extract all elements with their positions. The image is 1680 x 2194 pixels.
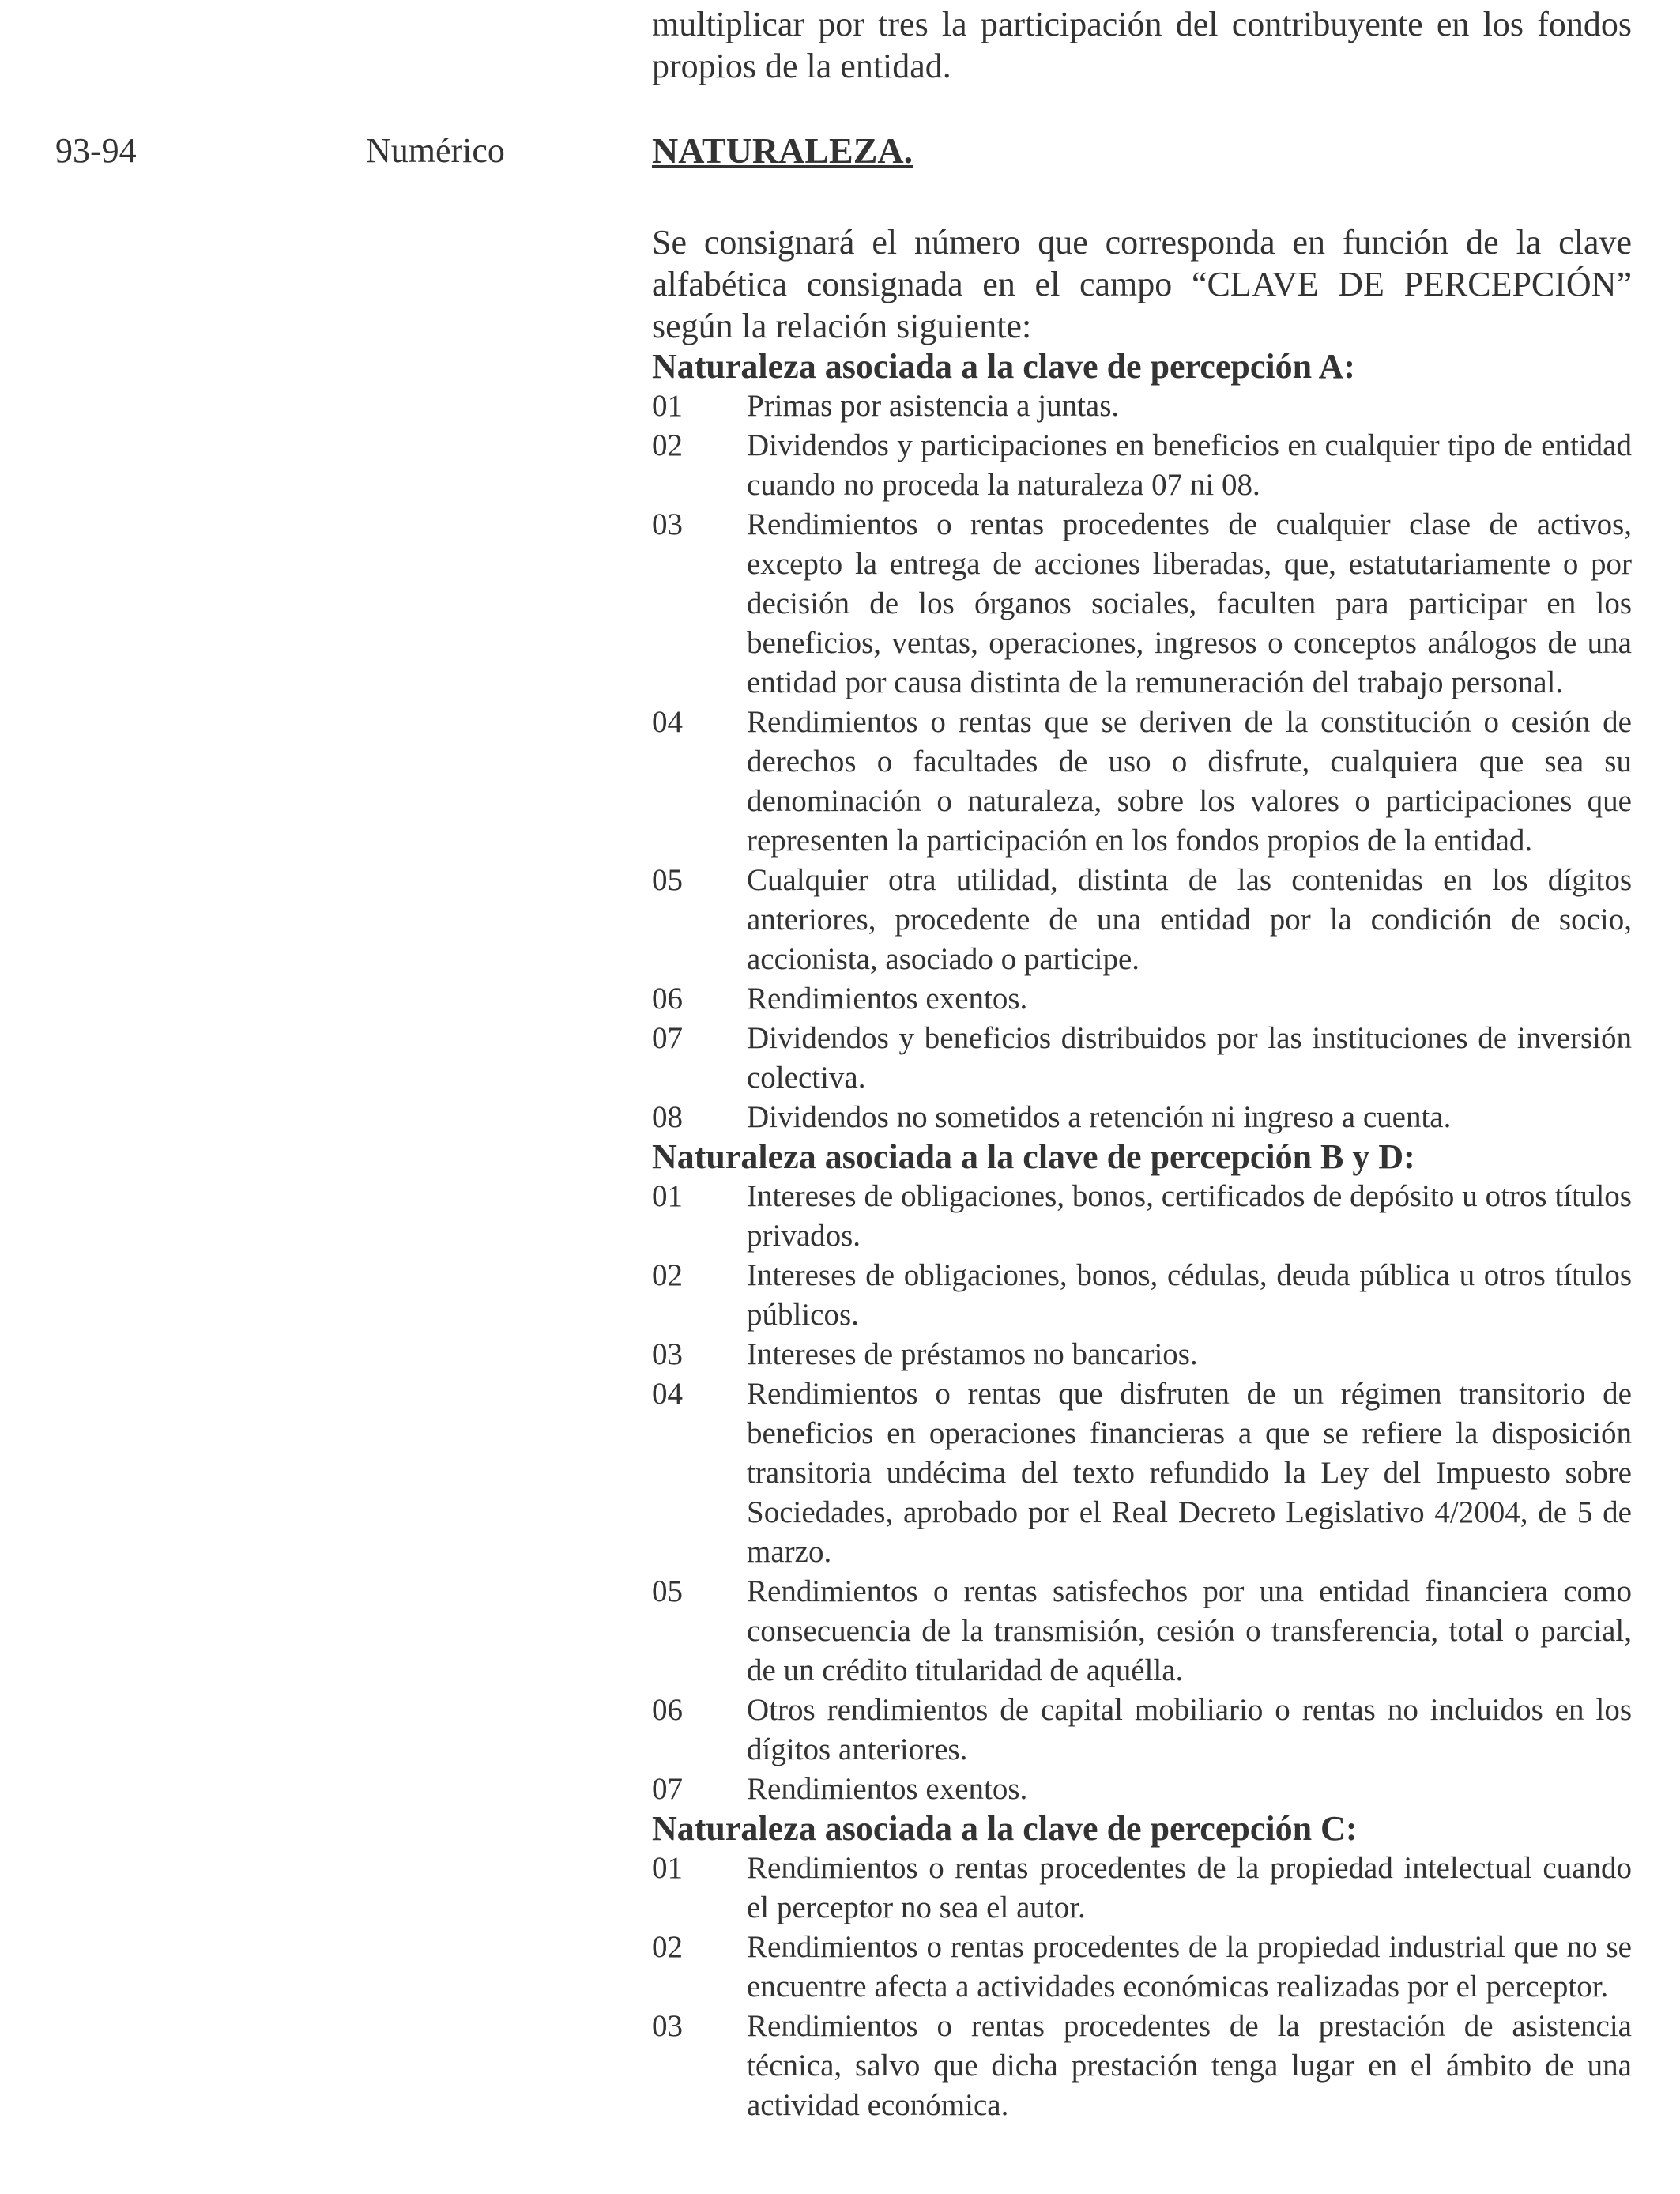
item-text: Dividendos y participaciones en beneficios en cualquier tipo de entidad cuando no proceda la naturaleza 07 ni 08. — [747, 428, 1632, 502]
item-code: 05 — [652, 1574, 683, 1608]
item-code: 06 — [652, 982, 683, 1016]
item-text: Primas por asistencia a juntas. — [747, 389, 1120, 423]
item-text: Intereses de obligaciones, bonos, cédulas, deuda pública u otros títulos públicos. — [747, 1258, 1632, 1332]
list-item — [652, 1177, 1632, 1256]
list-item — [652, 861, 1632, 979]
field-type: Numérico — [366, 131, 505, 170]
item-text: Rendimientos o rentas procedentes de la prestación de asistencia técnica, salvo que dicha prestación tenga lugar en el ámbito de una actividad económica. — [747, 2009, 1632, 2122]
item-code: 04 — [652, 705, 683, 739]
list-item — [652, 1691, 1632, 1770]
list-item — [652, 979, 1632, 1019]
field-body — [652, 221, 1632, 2125]
item-code: 03 — [652, 1337, 683, 1371]
list-item — [652, 1770, 1632, 1809]
list-item — [652, 1572, 1632, 1691]
item-text: Dividendos y beneficios distribuidos por las instituciones de inversión colectiva. — [747, 1021, 1632, 1095]
field-position: 93-94 — [55, 131, 137, 170]
list-item — [652, 1928, 1632, 2007]
list-item — [652, 505, 1632, 703]
group-b-d — [652, 1137, 1632, 1809]
item-code: 07 — [652, 1021, 683, 1055]
item-code: 08 — [652, 1100, 683, 1134]
intro-continuation — [652, 3, 1632, 87]
item-text: Rendimientos o rentas procedentes de la propiedad intelectual cuando el perceptor no sea el autor. — [747, 1851, 1632, 1924]
item-code: 04 — [652, 1377, 683, 1411]
item-text: Intereses de obligaciones, bonos, certificados de depósito u otros títulos privados. — [747, 1179, 1632, 1253]
item-code: 03 — [652, 2009, 683, 2043]
list-item — [652, 1019, 1632, 1098]
item-code: 07 — [652, 1772, 683, 1806]
list-item — [652, 2007, 1632, 2125]
item-code: 05 — [652, 863, 683, 897]
group-c — [652, 1809, 1632, 2125]
item-code: 02 — [652, 1930, 683, 1964]
item-text: Dividendos no sometidos a retención ni ingreso a cuenta. — [747, 1100, 1452, 1134]
list-item — [652, 1374, 1632, 1572]
list-item — [652, 1335, 1632, 1374]
item-text: Otros rendimientos de capital mobiliario o rentas no incluidos en los dígitos anteriores. — [747, 1693, 1632, 1766]
item-code: 01 — [652, 1851, 683, 1885]
field-title: NATURALEZA. — [652, 130, 913, 171]
group-heading: Naturaleza asociada a la clave de percepción C: — [652, 1809, 1358, 1848]
group-a — [652, 347, 1632, 1137]
group-heading: Naturaleza asociada a la clave de percepción B y D: — [652, 1137, 1415, 1176]
list-item — [652, 1849, 1632, 1928]
list-item — [652, 703, 1632, 861]
item-code: 02 — [652, 428, 683, 462]
item-text: Rendimientos o rentas que se deriven de la constitución o cesión de derechos o facultades de uso o disfrute, cualquiera que sea su denominación o naturaleza, sobre los valores o participaciones que representen la participación en los fondos propios de la entidad. — [747, 705, 1632, 858]
item-code: 03 — [652, 507, 683, 541]
item-code: 01 — [652, 389, 683, 423]
item-text: Rendimientos o rentas procedentes de la propiedad industrial que no se encuentre afecta a actividades económicas realizadas por el perceptor. — [747, 1930, 1632, 2004]
item-code: 01 — [652, 1179, 683, 1213]
list-item — [652, 426, 1632, 505]
item-text: Rendimientos o rentas que disfruten de un régimen transitorio de beneficios en operaciones financieras a que se refiere la disposición transitoria undécima del texto refundido la Ley del Impuesto sobre Sociedades, aprobado por el Real Decreto Legislativo 4/2004, de 5 de marzo. — [747, 1377, 1632, 1569]
item-text: Cualquier otra utilidad, distinta de las contenidas en los dígitos anteriores, procedente de una entidad por la condición de socio, accionista, asociado o participe. — [747, 863, 1632, 976]
item-text: Rendimientos o rentas procedentes de cualquier clase de activos, excepto la entrega de acciones liberadas, que, estatutariamente o por decisión de los órganos sociales, faculten para participar en los beneficios, ventas, operaciones, ingresos o conceptos análogos de una entidad por causa distinta de la remuneración del trabajo personal. — [747, 507, 1632, 699]
item-text: Intereses de préstamos no bancarios. — [747, 1337, 1198, 1371]
item-text: Rendimientos exentos. — [747, 1772, 1028, 1806]
list-item — [652, 1256, 1632, 1335]
field-description: Se consignará el número que corresponda en función de la clave alfabética consignada en el campo “CLAVE DE PERCEPCIÓN” según la relación siguiente: — [652, 223, 1632, 345]
intro-text: multiplicar por tres la participación del contribuyente en los fondos propios de la entidad. — [652, 5, 1632, 85]
item-code: 06 — [652, 1693, 683, 1727]
item-text: Rendimientos o rentas satisfechos por una entidad financiera como consecuencia de la transmisión, cesión o transferencia, total o parcial, de un crédito titularidad de aquélla. — [747, 1574, 1632, 1687]
item-code: 02 — [652, 1258, 683, 1292]
list-item — [652, 1098, 1632, 1137]
item-text: Rendimientos exentos. — [747, 982, 1028, 1016]
group-heading: Naturaleza asociada a la clave de percepción A: — [652, 347, 1356, 386]
list-item — [652, 386, 1632, 426]
